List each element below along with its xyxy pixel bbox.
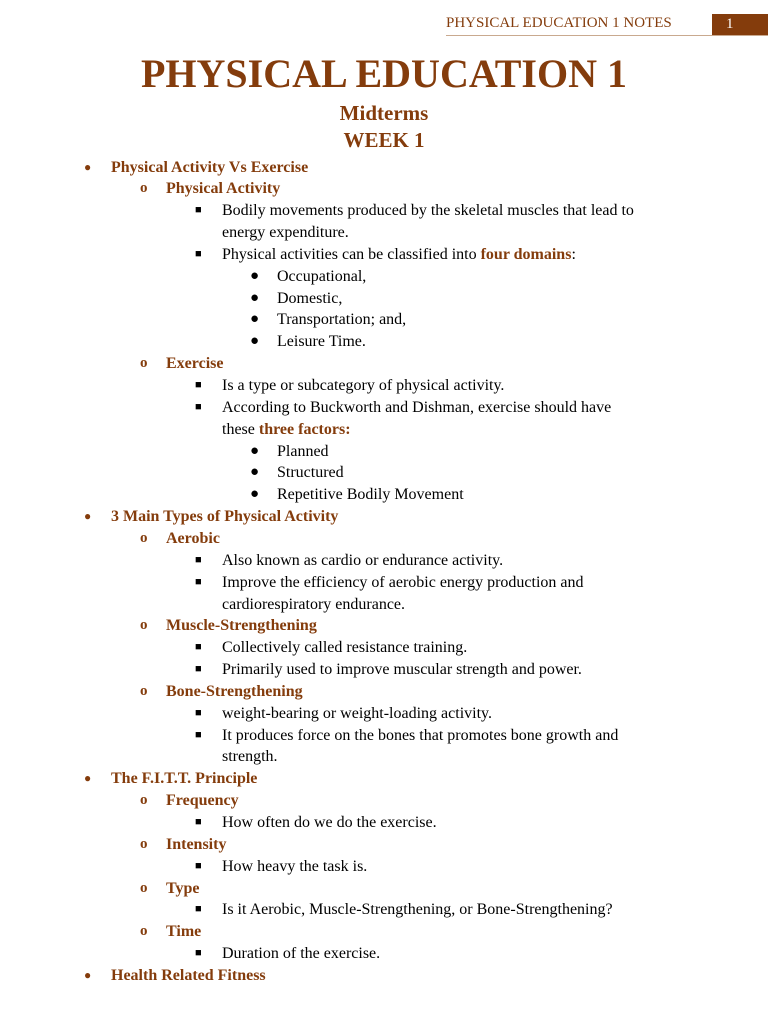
nested-list-item: Occupational,: [277, 267, 367, 285]
bullet-level4-icon: ●: [250, 311, 260, 328]
list-item-text: It produces force on the bones that promotes bone growth and: [222, 726, 619, 744]
bullet-level3-icon: ■: [195, 553, 202, 566]
section-heading: The F.I.T.T. Principle: [111, 770, 258, 788]
bullet-level2-icon: o: [140, 835, 148, 852]
section-heading: Physical Activity Vs Exercise: [111, 158, 309, 176]
document-subtitle: Midterms: [339, 101, 429, 125]
list-item-text: Improve the efficiency of aerobic energy production and: [222, 573, 584, 591]
bullet-level3-icon: ■: [195, 379, 202, 391]
running-header: PHYSICAL EDUCATION 1 NOTES: [446, 15, 672, 31]
list-item-text: How often do we do the exercise.: [222, 814, 437, 831]
bullet-level3-icon: ■: [195, 400, 202, 413]
nested-list-item: Transportation; and,: [277, 311, 407, 329]
bullet-level4-icon: ●: [250, 464, 260, 481]
bullet-level2-icon: o: [140, 355, 148, 372]
subsection-heading: Muscle-Strengthening: [166, 617, 317, 635]
list-item-text: Also known as cardio or endurance activity.: [222, 551, 504, 569]
list-item-text: [222, 244, 576, 265]
subsection-heading: Frequency: [166, 792, 239, 810]
bullet-level2-icon: o: [140, 617, 148, 634]
bullet-level2-icon: o: [140, 529, 148, 546]
list-item-text: Collectively called resistance training.: [222, 639, 468, 657]
subsection-heading: Aerobic: [166, 529, 220, 547]
bullet-level2-icon: o: [140, 682, 148, 699]
list-item-text: How heavy the task is.: [222, 857, 368, 875]
emphasis-text: three factors:: [258, 420, 351, 438]
list-item-text-part: Physical activities can be classified into: [222, 245, 481, 263]
nested-list-item: Structured: [277, 464, 344, 482]
section-heading: Health Related Fitness: [111, 966, 266, 984]
list-item-text-part: these: [222, 420, 259, 438]
subsection-heading: Type: [166, 879, 200, 897]
bullet-level3-icon: ■: [195, 947, 202, 960]
bullet-level4-icon: ●: [250, 289, 260, 306]
bullet-level1-icon: ●: [84, 509, 92, 524]
bullet-level3-icon: ■: [195, 575, 202, 588]
bullet-level4-icon: ●: [250, 442, 260, 459]
bullet-level3-icon: ■: [195, 859, 202, 872]
list-item-text: strength.: [222, 748, 278, 766]
bullet-level3-icon: ■: [195, 247, 202, 260]
list-item-text: energy expenditure.: [222, 224, 349, 242]
bullet-level2-icon: o: [140, 879, 148, 896]
nested-list-item: Planned: [277, 442, 329, 460]
emphasis-text: four domains: [480, 245, 572, 263]
subsection-heading: Time: [166, 923, 202, 941]
list-item-text: Duration of the exercise.: [222, 945, 381, 963]
bullet-level1-icon: ●: [84, 159, 92, 174]
list-item-text: Bodily movements produced by the skeletal muscles that lead to: [222, 202, 634, 220]
bullet-level3-icon: ■: [195, 204, 202, 217]
nested-list-item: Leisure Time.: [277, 333, 366, 351]
list-item-text: According to Buckworth and Dishman, exercise should have: [222, 398, 612, 416]
subsection-heading: Intensity: [166, 835, 227, 853]
list-item-text-part: :: [571, 245, 576, 263]
list-item-text: cardiorespiratory endurance.: [222, 595, 406, 613]
bullet-level3-icon: ■: [195, 903, 202, 916]
subsection-heading: Exercise: [166, 355, 224, 373]
list-item-text: Primarily used to improve muscular strength and power.: [222, 661, 582, 679]
subsection-heading: Bone-Strengthening: [166, 682, 303, 700]
bullet-level2-icon: o: [140, 180, 148, 197]
bullet-level3-icon: ■: [195, 663, 202, 676]
bullet-level3-icon: ■: [195, 816, 202, 828]
section-heading: 3 Main Types of Physical Activity: [111, 508, 339, 526]
bullet-level4-icon: ●: [250, 267, 260, 284]
subsection-heading: Physical Activity: [166, 180, 281, 198]
list-item-text: Is it Aerobic, Muscle-Strengthening, or Bone-Strengthening?: [222, 901, 613, 919]
bullet-level2-icon: o: [140, 792, 148, 809]
list-item-text: [222, 419, 351, 440]
week-heading: WEEK 1: [343, 128, 425, 152]
bullet-level2-icon: o: [140, 923, 148, 940]
bullet-level3-icon: ■: [195, 728, 202, 741]
nested-list-item: Repetitive Bodily Movement: [277, 486, 464, 504]
bullet-level1-icon: ●: [84, 967, 92, 982]
header-rule: [446, 35, 768, 36]
bullet-level1-icon: ●: [84, 771, 92, 786]
bullet-level4-icon: ●: [250, 333, 260, 350]
bullet-level4-icon: ●: [250, 486, 260, 503]
list-item-text: weight-bearing or weight-loading activity.: [222, 704, 492, 722]
bullet-level3-icon: ■: [195, 706, 202, 719]
page-number-badge: 1: [712, 14, 768, 35]
bullet-level3-icon: ■: [195, 641, 202, 654]
document-title: PHYSICAL EDUCATION 1: [141, 51, 627, 96]
nested-list-item: Domestic,: [277, 289, 343, 307]
list-item-text: Is a type or subcategory of physical activity.: [222, 377, 505, 394]
